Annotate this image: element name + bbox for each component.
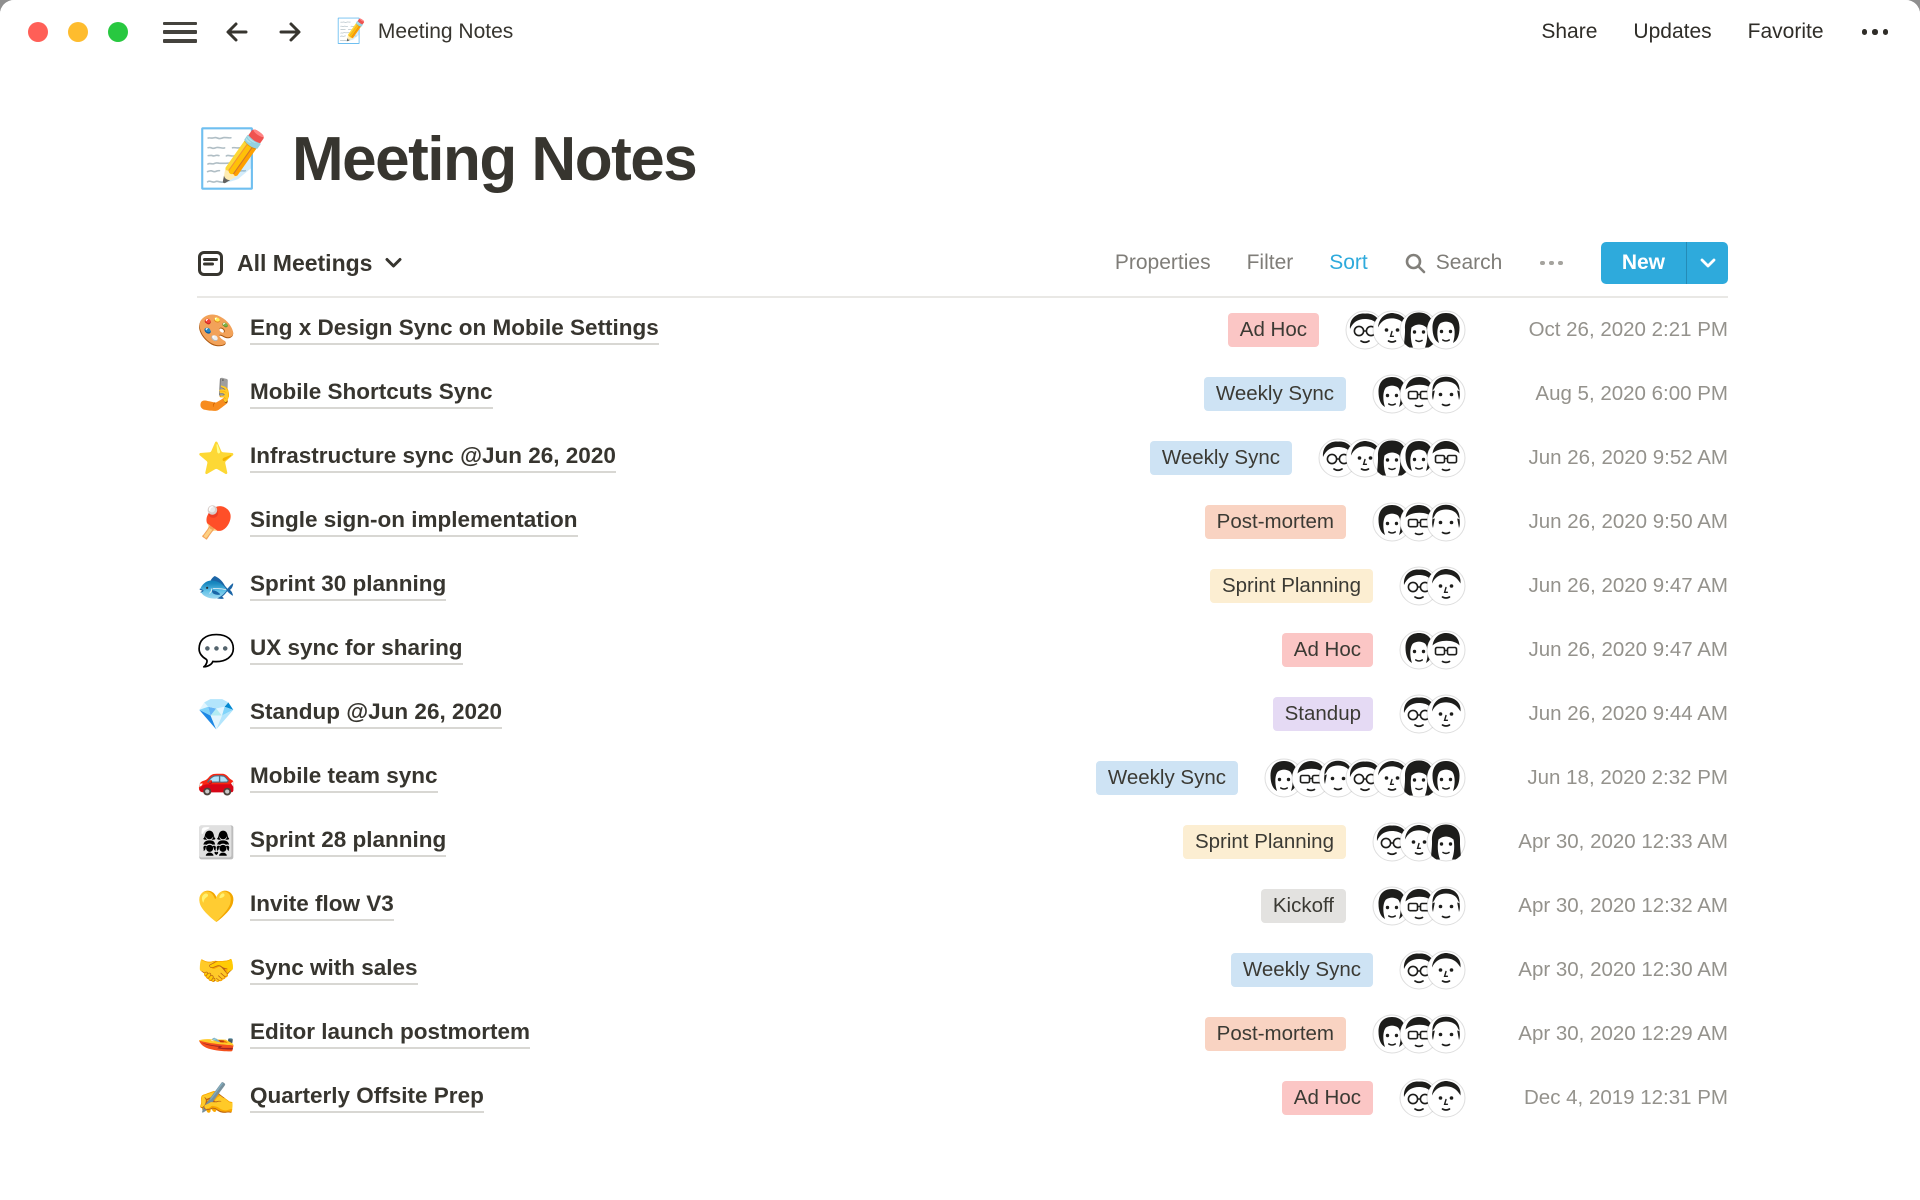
created-time: Dec 4, 2019 12:31 PM (1524, 1086, 1728, 1109)
new-button[interactable] (1601, 242, 1728, 284)
back-arrow-icon[interactable] (224, 19, 250, 45)
list-view-icon (197, 250, 224, 277)
page-title-link[interactable]: Sync with sales (250, 955, 418, 985)
page-emoji-icon: 🤝 (197, 952, 236, 988)
created-time: Oct 26, 2020 2:21 PM (1528, 318, 1728, 341)
meeting-type-badge[interactable]: Weekly Sync (1096, 761, 1238, 795)
table-row[interactable] (197, 1002, 1728, 1066)
table-row[interactable] (197, 746, 1728, 810)
page-title-link[interactable]: Single sign-on implementation (250, 507, 578, 537)
zoom-window-button[interactable] (108, 22, 128, 42)
window-title: Meeting Notes (377, 20, 514, 43)
meeting-type-badge[interactable]: Sprint Planning (1210, 569, 1373, 603)
meeting-type-badge[interactable]: Post-mortem (1205, 505, 1346, 539)
page-title-link[interactable]: Invite flow V3 (250, 891, 394, 921)
traffic-lights (28, 22, 128, 42)
sketch-avatar (1426, 1014, 1466, 1054)
page-emoji-icon: 🎨 (197, 312, 236, 348)
table-row[interactable] (197, 810, 1728, 874)
view-more-options-icon[interactable] (1538, 255, 1565, 272)
page-title-link[interactable]: Sprint 30 planning (250, 571, 446, 601)
page-emoji-icon: 🐟 (197, 568, 236, 604)
page-title-link[interactable]: Editor launch postmortem (250, 1019, 530, 1049)
meeting-type-badge[interactable]: Ad Hoc (1228, 313, 1319, 347)
created-time: Aug 5, 2020 6:00 PM (1535, 382, 1728, 405)
view-toolbar (197, 241, 1728, 285)
created-time: Jun 26, 2020 9:44 AM (1528, 702, 1728, 725)
attendees-avatar-group[interactable] (1372, 886, 1466, 926)
chevron-down-icon (385, 257, 402, 269)
breadcrumb[interactable] (336, 20, 513, 44)
created-time: Jun 26, 2020 9:47 AM (1528, 638, 1728, 661)
page-title-link[interactable]: Mobile Shortcuts Sync (250, 379, 493, 409)
search-label: Search (1435, 251, 1503, 274)
attendees-avatar-group[interactable] (1372, 822, 1466, 862)
more-options-icon[interactable] (1860, 25, 1891, 39)
attendees-avatar-group[interactable] (1318, 438, 1466, 478)
sketch-avatar (1426, 950, 1466, 990)
table-row[interactable] (197, 938, 1728, 1002)
created-time: Jun 26, 2020 9:52 AM (1528, 446, 1728, 469)
meeting-type-badge[interactable]: Sprint Planning (1183, 825, 1346, 859)
page-title-link[interactable]: Infrastructure sync @Jun 26, 2020 (250, 443, 616, 473)
meetings-table (197, 298, 1728, 1130)
attendees-avatar-group[interactable] (1399, 1078, 1466, 1118)
sketch-avatar (1426, 374, 1466, 414)
page-emoji-icon: 👩‍👩‍👧‍👧 (197, 824, 236, 860)
meeting-type-badge[interactable]: Post-mortem (1205, 1017, 1346, 1051)
sketch-avatar (1426, 566, 1466, 606)
sketch-avatar (1426, 758, 1466, 798)
page-emoji-icon: ✍️ (197, 1080, 236, 1116)
sketch-avatar (1426, 630, 1466, 670)
created-time: Apr 30, 2020 12:29 AM (1518, 1022, 1728, 1045)
page-emoji-icon: ⭐ (197, 440, 236, 476)
view-selector[interactable] (197, 250, 402, 277)
table-row[interactable] (197, 298, 1728, 362)
table-row[interactable] (197, 426, 1728, 490)
table-row[interactable] (197, 874, 1728, 938)
created-time: Apr 30, 2020 12:30 AM (1518, 958, 1728, 981)
page-title-link[interactable]: Eng x Design Sync on Mobile Settings (250, 315, 659, 345)
page-title[interactable]: Meeting Notes (291, 125, 697, 194)
window-titlebar (0, 0, 1920, 64)
meeting-type-badge[interactable]: Kickoff (1261, 889, 1346, 923)
meeting-type-badge[interactable]: Weekly Sync (1231, 953, 1373, 987)
table-row[interactable] (197, 362, 1728, 426)
favorite-button[interactable]: Favorite (1747, 20, 1824, 43)
meeting-type-badge[interactable]: Ad Hoc (1282, 633, 1373, 667)
sketch-avatar (1426, 438, 1466, 478)
sketch-avatar (1426, 310, 1466, 350)
table-row[interactable] (197, 554, 1728, 618)
page-emoji-icon: 🏓 (197, 504, 236, 540)
page-title-link[interactable]: UX sync for sharing (250, 635, 463, 665)
attendees-avatar-group[interactable] (1399, 694, 1466, 734)
sketch-avatar (1426, 694, 1466, 734)
new-button-label[interactable]: New (1621, 251, 1665, 274)
sketch-avatar (1426, 502, 1466, 542)
toolbar-properties-button[interactable]: Properties (1114, 251, 1211, 274)
attendees-avatar-group[interactable] (1399, 950, 1466, 990)
attendees-avatar-group[interactable] (1372, 502, 1466, 542)
page-title-link[interactable]: Standup @Jun 26, 2020 (250, 699, 502, 729)
sidebar-toggle-icon[interactable] (163, 22, 197, 43)
table-row[interactable] (197, 1066, 1728, 1130)
attendees-avatar-group[interactable] (1399, 566, 1466, 606)
page-memo-icon[interactable]: 📝 (197, 127, 268, 191)
share-button[interactable]: Share (1541, 20, 1598, 43)
created-time: Jun 26, 2020 9:47 AM (1528, 574, 1728, 597)
attendees-avatar-group[interactable] (1372, 1014, 1466, 1054)
page-title-link[interactable]: Quarterly Offsite Prep (250, 1083, 484, 1113)
page-header (197, 124, 1728, 195)
page-title-link[interactable]: Mobile team sync (250, 763, 438, 793)
toolbar-filter-button[interactable]: Filter (1246, 251, 1294, 274)
page-emoji-icon: 💛 (197, 888, 236, 924)
minimize-window-button[interactable] (68, 22, 88, 42)
sketch-avatar (1426, 1078, 1466, 1118)
attendees-avatar-group[interactable] (1399, 630, 1466, 670)
table-row[interactable] (197, 490, 1728, 554)
attendees-avatar-group[interactable] (1345, 310, 1466, 350)
created-time: Jun 18, 2020 2:32 PM (1527, 766, 1728, 789)
view-name: All Meetings (237, 249, 373, 276)
close-window-button[interactable] (28, 22, 48, 42)
attendees-avatar-group[interactable] (1372, 374, 1466, 414)
new-dropdown-chevron-icon[interactable] (1686, 242, 1728, 284)
search-icon (1404, 252, 1427, 275)
forward-arrow-icon[interactable] (277, 19, 303, 45)
meeting-type-badge[interactable]: Ad Hoc (1282, 1081, 1373, 1115)
page-emoji-icon: 🤳 (197, 376, 236, 412)
updates-button[interactable]: Updates (1633, 20, 1712, 43)
memo-icon: 📝 (336, 18, 366, 45)
search-control[interactable] (1404, 251, 1503, 275)
created-time: Apr 30, 2020 12:32 AM (1518, 894, 1728, 917)
toolbar-sort-button[interactable]: Sort (1329, 251, 1368, 274)
attendees-avatar-group[interactable] (1264, 758, 1466, 798)
page-emoji-icon: 🚗 (197, 760, 236, 796)
sketch-avatar (1426, 886, 1466, 926)
page-emoji-icon: 💬 (197, 632, 236, 668)
meeting-type-badge[interactable]: Weekly Sync (1204, 377, 1346, 411)
page-emoji-icon: 🚤 (197, 1016, 236, 1052)
meeting-type-badge[interactable]: Weekly Sync (1150, 441, 1292, 475)
page-emoji-icon: 💎 (197, 696, 236, 732)
table-row[interactable] (197, 618, 1728, 682)
sketch-avatar (1426, 822, 1466, 862)
created-time: Jun 26, 2020 9:50 AM (1528, 510, 1728, 533)
created-time: Apr 30, 2020 12:33 AM (1518, 830, 1728, 853)
table-row[interactable] (197, 682, 1728, 746)
meeting-type-badge[interactable]: Standup (1273, 697, 1373, 731)
page-title-link[interactable]: Sprint 28 planning (250, 827, 446, 857)
